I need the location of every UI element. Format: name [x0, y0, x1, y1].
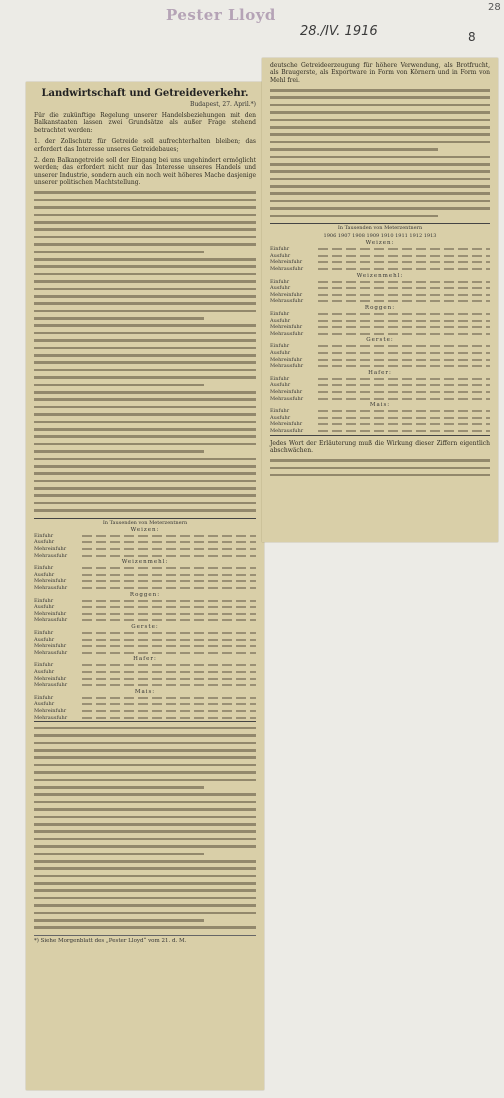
row-label: Mehreinfuhr [34, 675, 67, 682]
row-values [318, 352, 490, 354]
row-label: Einfuhr [270, 311, 290, 317]
statistics-table-right [270, 223, 490, 435]
row-label: Ausfuhr [34, 604, 55, 611]
table-row [34, 533, 256, 540]
table-row [270, 259, 490, 266]
text-line [34, 919, 204, 922]
row-values [82, 580, 256, 582]
text-line [34, 288, 256, 291]
right-body-text [262, 89, 498, 217]
row-values [318, 365, 490, 367]
row-values [82, 535, 256, 537]
text-line [34, 756, 256, 759]
text-line [34, 428, 256, 431]
row-values [82, 652, 256, 654]
text-line [34, 435, 256, 438]
table-section-title: Mais: [369, 402, 391, 409]
right-table-years: 1906 1907 1908 1909 1910 1911 1912 1913 [323, 233, 437, 240]
table-row [34, 565, 256, 572]
text-line [34, 823, 256, 826]
text-line [270, 104, 490, 107]
text-line [270, 467, 490, 470]
text-line [34, 749, 256, 752]
right-table-caption: In Tausenden von Meterzentnern [337, 225, 423, 232]
text-line [34, 443, 256, 446]
text-line [270, 141, 490, 144]
row-values [318, 417, 490, 419]
table-row [34, 695, 256, 702]
article-point-2: 2. dem Balkangetreide soll der Eingang bei uns ungehindert ermöglicht werden; das erfordert nicht nur das Interesse unseres Handels und unserer Industrie, sondern auch ein noch weit höheres Mache dasjenige unserer politischen Machtstellung. [34, 157, 258, 187]
row-label: Mehreinfuhr [34, 546, 67, 553]
row-label: Mehrausfuhr [270, 298, 304, 305]
text-line [34, 889, 256, 892]
row-values [82, 555, 256, 557]
table-row [34, 715, 256, 722]
table-row [34, 637, 256, 644]
text-line [34, 786, 204, 789]
row-values [318, 281, 490, 283]
row-values [82, 600, 256, 602]
row-values [318, 359, 490, 361]
text-line [270, 192, 490, 195]
row-label: Mehrausfuhr [34, 617, 68, 624]
row-label: Mehreinfuhr [270, 291, 303, 298]
table-row [34, 682, 256, 689]
text-line [34, 926, 256, 929]
text-line [34, 816, 256, 819]
row-label: Ausfuhr [270, 317, 291, 324]
table-row [270, 357, 490, 364]
row-values [318, 300, 490, 302]
row-values [318, 313, 490, 315]
text-line [34, 727, 256, 730]
row-label: Mehreinfuhr [34, 578, 67, 585]
text-line [34, 904, 256, 907]
row-label: Ausfuhr [270, 382, 291, 389]
text-line [34, 391, 256, 394]
row-values [82, 587, 256, 589]
text-line [270, 178, 490, 181]
table-section-title: Gerste: [366, 337, 394, 344]
text-line [34, 742, 256, 745]
text-line [34, 376, 256, 379]
row-values [82, 664, 256, 666]
text-line [34, 361, 256, 364]
clipping-right-column [262, 58, 498, 542]
article-dateline: Budapest, 27. April.*) [190, 101, 256, 108]
row-label: Einfuhr [34, 565, 54, 572]
table-row [34, 539, 256, 546]
table-row [34, 578, 256, 585]
row-values [318, 268, 490, 270]
row-values [82, 619, 256, 621]
row-label: Ausfuhr [34, 571, 55, 578]
table-row [270, 421, 490, 428]
row-label: Mehrausfuhr [270, 330, 304, 337]
text-line [34, 912, 256, 915]
row-values [318, 391, 490, 393]
text-line [34, 853, 204, 856]
table-row [270, 311, 490, 318]
table-row [34, 553, 256, 560]
text-line [270, 156, 490, 159]
table-row [270, 350, 490, 357]
row-values [318, 255, 490, 257]
text-line [34, 206, 256, 209]
table-section-title: Weizen: [365, 240, 395, 247]
text-line [34, 324, 256, 327]
corner-number: 28 [488, 2, 501, 13]
article-point-1: 1. der Zollschutz für Getreide soll aufrechterhalten bleiben; das erfordert das Interesse unseres Getreidebaues; [34, 138, 258, 153]
text-line [34, 897, 256, 900]
text-line [34, 845, 256, 848]
text-line [270, 96, 490, 99]
text-line [34, 273, 256, 276]
row-values [82, 613, 256, 615]
row-label: Ausfuhr [270, 414, 291, 421]
row-label: Ausfuhr [270, 349, 291, 356]
row-label: Einfuhr [34, 694, 54, 701]
row-label: Mehreinfuhr [270, 356, 303, 363]
row-values [318, 326, 490, 328]
row-label: Ausfuhr [270, 252, 291, 259]
row-label: Mehrausfuhr [34, 552, 68, 559]
text-line [270, 163, 490, 166]
row-label: Einfuhr [270, 408, 290, 415]
table-row [270, 292, 490, 299]
row-values [82, 639, 256, 641]
table-caption: In Tausenden von Meterzentnern [102, 519, 188, 526]
right-body-text-continued [262, 459, 498, 476]
right-intro: deutsche Getreideerzeugung für höhere Verwendung, als Brotfrucht, als Braugerste, als Exportware in Form von Körnern und in Form von Mehl frei. [270, 62, 492, 84]
table-section-title: Mais: [134, 688, 156, 695]
row-values [318, 410, 490, 412]
text-line [34, 480, 256, 483]
row-label: Mehrausfuhr [34, 682, 68, 689]
text-line [34, 487, 256, 490]
text-line [34, 236, 256, 239]
row-label: Mehrausfuhr [270, 395, 304, 402]
text-line [270, 459, 490, 462]
text-line [34, 450, 204, 453]
text-line [34, 258, 256, 261]
row-values [82, 717, 256, 719]
table-section-title: Weizenmehl: [121, 559, 169, 566]
row-values [318, 384, 490, 386]
row-values [318, 333, 490, 335]
row-values [318, 320, 490, 322]
table-row [34, 546, 256, 553]
text-line [34, 734, 256, 737]
table-row [34, 598, 256, 605]
table-section-title: Weizenmehl: [356, 272, 404, 279]
text-line [270, 119, 490, 122]
article-headline: Landwirtschaft und Getreideverkehr. [41, 88, 249, 99]
table-row [34, 676, 256, 683]
row-label: Mehreinfuhr [34, 643, 67, 650]
table-section-title: Roggen: [364, 305, 396, 311]
row-values [82, 671, 256, 673]
statistics-table-left [34, 518, 256, 722]
text-line [34, 310, 256, 313]
text-line [270, 170, 490, 173]
text-line [270, 89, 490, 92]
text-line [34, 771, 256, 774]
text-line [34, 243, 256, 246]
table-row [34, 611, 256, 618]
row-values [82, 645, 256, 647]
text-line [34, 458, 256, 461]
row-values [82, 678, 256, 680]
text-line [34, 413, 256, 416]
clipping-left-column [26, 82, 264, 1090]
row-values [318, 294, 490, 296]
table-row [34, 643, 256, 650]
row-values [82, 697, 256, 699]
table-row [34, 572, 256, 579]
row-values [318, 287, 490, 289]
table-row [270, 318, 490, 325]
text-line [34, 302, 256, 305]
text-line [34, 191, 256, 194]
text-line [34, 882, 256, 885]
text-line [34, 369, 256, 372]
row-values [82, 548, 256, 550]
article-intro: Für die zukünftige Regelung unserer Handelsbeziehungen mit den Balkanstaaten lassen zwei Grundsätze als außer Frage stehend betrachtet werden: [34, 112, 258, 134]
text-line [270, 474, 490, 477]
text-line [270, 200, 490, 203]
row-label: Mehreinfuhr [34, 707, 67, 714]
table-row [270, 266, 490, 273]
text-line [270, 215, 438, 218]
table-row [270, 376, 490, 383]
table-row [34, 708, 256, 715]
table-row [270, 343, 490, 350]
row-values [82, 541, 256, 543]
text-line [34, 332, 256, 335]
row-label: Ausfuhr [270, 285, 291, 292]
row-label: Einfuhr [270, 246, 290, 253]
text-line [34, 384, 204, 387]
table-section-title: Hafer: [368, 369, 392, 376]
text-line [34, 860, 256, 863]
table-section-title: Gerste: [131, 623, 159, 630]
table-row [270, 408, 490, 415]
text-line [34, 406, 256, 409]
row-label: Mehreinfuhr [270, 421, 303, 428]
table-row [270, 324, 490, 331]
row-values [82, 567, 256, 569]
text-line [34, 317, 204, 320]
row-values [318, 423, 490, 425]
table-row [270, 298, 490, 305]
row-label: Mehrausfuhr [270, 363, 304, 370]
row-label: Ausfuhr [34, 701, 55, 708]
text-line [270, 111, 490, 114]
row-values [82, 703, 256, 705]
text-line [34, 867, 256, 870]
table-sections [34, 527, 256, 721]
text-line [34, 779, 256, 782]
article-body-text [26, 191, 264, 511]
row-values [318, 261, 490, 263]
table-row [270, 389, 490, 396]
text-line [34, 793, 256, 796]
text-line [34, 221, 256, 224]
table-row [34, 604, 256, 611]
table-section-title: Weizen: [130, 526, 160, 533]
row-label: Mehrausfuhr [34, 649, 68, 656]
row-values [318, 398, 490, 400]
row-label: Einfuhr [270, 375, 290, 382]
table-section-title: Roggen: [129, 591, 161, 598]
row-label: Ausfuhr [34, 668, 55, 675]
text-line [270, 185, 490, 188]
row-label: Mehreinfuhr [34, 610, 67, 617]
row-values [82, 574, 256, 576]
text-line [270, 148, 438, 151]
article-body-text-continued [26, 727, 264, 929]
row-label: Einfuhr [34, 662, 54, 669]
text-line [34, 494, 256, 497]
text-line [34, 251, 204, 254]
text-line [34, 354, 256, 357]
text-line [34, 398, 256, 401]
table-row [34, 662, 256, 669]
table-row [270, 279, 490, 286]
row-values [318, 248, 490, 250]
table-section-title: Hafer: [133, 656, 157, 663]
table-row [34, 701, 256, 708]
row-values [82, 606, 256, 608]
row-label: Einfuhr [34, 629, 54, 636]
row-values [318, 378, 490, 380]
table-row [270, 331, 490, 338]
row-values [82, 684, 256, 686]
right-paragraph: Jedes Wort der Erläuterung muß die Wirkung dieser Ziffern eigentlich abschwächen. [270, 439, 492, 454]
row-label: Einfuhr [34, 532, 54, 539]
table-row [270, 415, 490, 422]
text-line [34, 838, 256, 841]
text-line [34, 472, 256, 475]
text-line [270, 207, 490, 210]
text-line [34, 801, 256, 804]
table-row [34, 585, 256, 592]
row-label: Mehrausfuhr [270, 427, 304, 434]
row-label: Mehrausfuhr [270, 266, 304, 273]
table-row [270, 428, 490, 435]
row-values [318, 430, 490, 432]
row-label: Ausfuhr [34, 636, 55, 643]
text-line [34, 764, 256, 767]
text-line [270, 133, 490, 136]
text-line [34, 465, 256, 468]
row-label: Mehreinfuhr [270, 388, 303, 395]
text-line [270, 126, 490, 129]
handwritten-date: 28./IV. 1916 [300, 24, 378, 39]
table-row [270, 382, 490, 389]
text-line [34, 339, 256, 342]
text-line [34, 265, 256, 268]
table-row [270, 396, 490, 403]
table-row [270, 246, 490, 253]
text-line [34, 214, 256, 217]
text-line [34, 502, 256, 505]
text-line [34, 228, 256, 231]
table-row [34, 617, 256, 624]
table-row [270, 363, 490, 370]
row-values [82, 632, 256, 634]
table-row [270, 285, 490, 292]
text-line [34, 295, 256, 298]
page-number: 8 [468, 30, 476, 44]
text-line [34, 280, 256, 283]
masthead-stamp: Pester Lloyd [166, 6, 276, 24]
table-row [34, 630, 256, 637]
row-label: Mehrausfuhr [34, 585, 68, 591]
table-row [34, 650, 256, 657]
text-line [34, 830, 256, 833]
table-row [34, 669, 256, 676]
article-footnote: *) Siehe Morgenblatt des „Pester Lloyd“ vom 21. d. M. [34, 935, 256, 944]
text-line [34, 509, 256, 512]
right-table-sections [270, 240, 490, 434]
text-line [34, 199, 256, 202]
table-row [270, 253, 490, 260]
text-line [34, 875, 256, 878]
row-label: Mehrausfuhr [34, 714, 68, 721]
row-label: Einfuhr [270, 343, 290, 350]
text-line [34, 421, 256, 424]
row-label: Einfuhr [34, 597, 54, 604]
row-values [82, 710, 256, 712]
row-label: Mehreinfuhr [270, 259, 303, 266]
row-label: Ausfuhr [34, 539, 55, 546]
text-line [34, 347, 256, 350]
text-line [34, 808, 256, 811]
row-label: Mehreinfuhr [270, 324, 303, 331]
row-label: Einfuhr [270, 278, 290, 285]
row-values [318, 345, 490, 347]
